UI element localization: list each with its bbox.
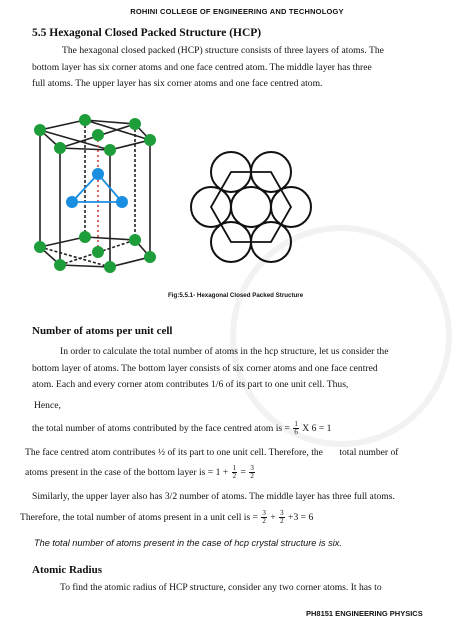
- bottom-layer-expr-a: 1 +: [215, 467, 229, 478]
- bottom-layer-line-2: [25, 465, 256, 482]
- fraction-three-halves-b: $\frac{3}{2}$: [280, 509, 284, 526]
- intro-line: bottom layer has six corner atoms and one face centred atom. The middle layer has three: [32, 61, 372, 73]
- bottom-layer-line-1: [25, 445, 398, 462]
- face-centred-text: the total number of atoms contributed by the face centred atom is =: [32, 423, 290, 434]
- close-packed-layer-figure: [176, 136, 326, 278]
- bottom-layer-expr-b: =: [240, 467, 246, 478]
- page-header: ROHINI COLLEGE OF ENGINEERING AND TECHNOLOGY: [130, 7, 344, 16]
- hcp-unit-cell-figure: [10, 112, 170, 280]
- italic-conclusion: The total number of atoms present in the case of hcp crystal structure is six.: [34, 538, 342, 548]
- upper-layer-line: Similarly, the upper layer also has 3/2 number of atoms. The middle layer has three full atoms.: [32, 491, 395, 502]
- atoms-heading: Number of atoms per unit cell: [32, 325, 173, 337]
- total-text: Therefore, the total number of atoms present in a unit cell is =: [20, 512, 258, 523]
- hence-label: Hence,: [34, 400, 61, 411]
- bottom-layer-text-2: atoms present in the case of the bottom layer is =: [25, 467, 214, 478]
- total-rest: +3 = 6: [288, 512, 314, 523]
- atoms-line: bottom layer of atoms. The bottom layer consists of six corner atoms and one face centred: [32, 362, 378, 374]
- atoms-line: In order to calculate the total number of atoms in the hcp structure, let us consider the: [60, 346, 389, 357]
- face-centred-result: X 6 = 1: [302, 423, 332, 434]
- total-line: [20, 510, 313, 527]
- bottom-layer-text: The face centred atom contributes ½ of its part to one unit cell. Therefore, the: [25, 447, 323, 458]
- atomic-radius-heading: Atomic Radius: [32, 564, 102, 576]
- atomic-radius-paragraph: To find the atomic radius of HCP structure, consider any two corner atoms. It has to: [60, 582, 382, 593]
- page-footer: PH8151 ENGINEERING PHYSICS: [306, 609, 423, 618]
- intro-line: The hexagonal closed packed (HCP) structure consists of three layers of atoms. The: [62, 45, 384, 56]
- fraction-three-halves-a: $\frac{3}{2}$: [262, 509, 266, 526]
- intro-line: full atoms. The upper layer has six corner atoms and one face centred atom.: [32, 78, 323, 89]
- atoms-paragraph: [32, 344, 452, 394]
- atoms-line: atom. Each and every corner atom contributes 1/6 of its part to one unit cell. Thus,: [32, 379, 349, 390]
- total-plus: +: [270, 512, 276, 523]
- fraction-one-half: $\frac{1}{2}$: [232, 464, 237, 481]
- fraction-one-sixth: $\frac{1}{6}$: [294, 420, 298, 437]
- face-centred-line: [32, 421, 331, 438]
- bottom-layer-text-b: total number of: [339, 447, 399, 458]
- fraction-three-halves: $\frac{3}{2}$: [250, 464, 254, 481]
- section-title: 5.5 Hexagonal Closed Packed Structure (HCP): [32, 27, 262, 39]
- figure-caption: Fig:5.5.1- Hexagonal Closed Packed Structure: [168, 292, 304, 299]
- intro-paragraph: [32, 43, 452, 93]
